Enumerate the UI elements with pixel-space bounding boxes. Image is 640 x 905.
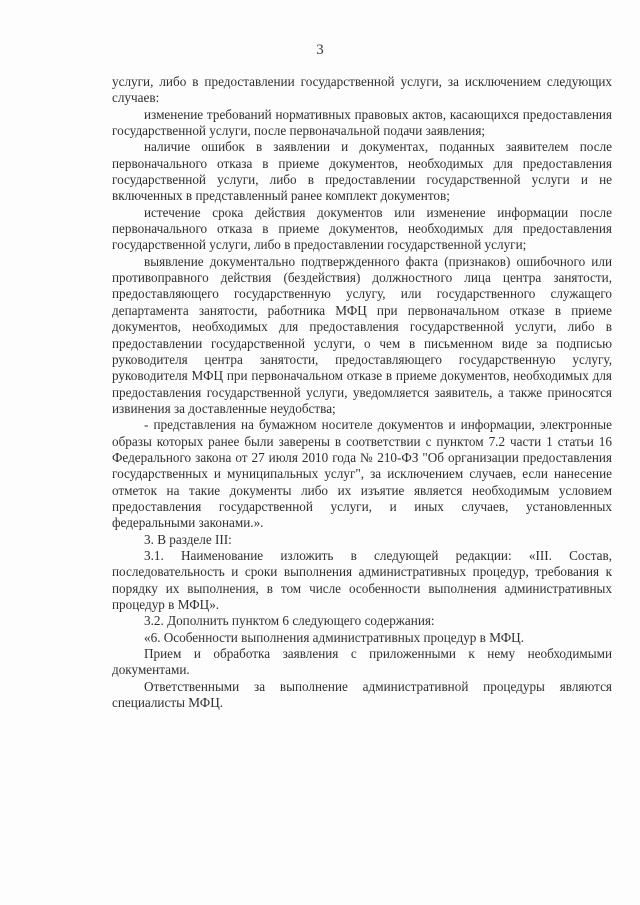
paragraph: 3. В разделе III:: [144, 531, 232, 547]
page-number: 3: [316, 42, 324, 58]
paragraph: выявление документально подтвержденного факта (признаков) ошибочного или противоправного действия (бездействия) должностного лица центра занятости, предоставляющего государственную услугу, или государственного служащего департамента занятости, работника МФЦ при первоначальном отказе в приеме документов, необходимых для предоставления государственной услуги, либо в предоставлении государственной услуги, о чем в письменном виде за подписью руководителя центра занятости, предоставляющего государственную услугу, руководителя МФЦ при первоначальном отказе в приеме документов, необходимых для предоставления государственной услуги, уведомляется заявитель, а также приносятся извинения за доставленные неудобства;: [112, 253, 612, 416]
paragraph: 3.2. Дополнить пунктом 6 следующего содержания:: [144, 613, 435, 629]
paragraph: «6. Особенности выполнения административных процедур в МФЦ.: [144, 629, 524, 645]
paragraph: услуги, либо в предоставлении государственной услуги, за исключением следующих случаев:: [112, 74, 612, 106]
paragraph: изменение требований нормативных правовых актов, касающихся предоставления государственной услуги, после первоначальной подачи заявления;: [112, 106, 612, 139]
paragraph: Прием и обработка заявления с приложенными к нему необходимыми документами.: [112, 646, 612, 678]
paragraph: - представления на бумажном носителе документов и информации, электронные образы которых ранее были заверены в соответствии с пунктом 7.2 части 1 статьи 16 Федерального закона от 27 июля 2010 года № 210-ФЗ "Об организации предоставления государственных и муниципальных услуг", за исключением случаев, если нанесение отметок на такие документы либо их изъятие является необходимым условием предоставления государственной услуги, и иных случаев, установленных федеральными законами.».: [112, 417, 612, 531]
paragraph: 3.1. Наименование изложить в следующей редакции: «III. Состав, последовательность и сроки выполнения административных процедур, требования к порядку их выполнения, в том числе особенности выполнения административных процедур в МФЦ».: [112, 547, 612, 612]
document-body: [112, 74, 612, 711]
paragraph: истечение срока действия документов или изменение информации после первоначального отказа в приеме документов, необходимых для предоставления государственной услуги, либо в предоставлении государственной услуги;: [112, 204, 612, 253]
paragraph: наличие ошибок в заявлении и документах, поданных заявителем после первоначального отказа в приеме документов, необходимых для предоставления государственной услуги, либо в предоставлении государственной услуги и не включенных в представленный ранее комплект документов;: [112, 139, 612, 204]
paragraph: Ответственными за выполнение административной процедуры являются специалисты МФЦ.: [112, 678, 612, 711]
